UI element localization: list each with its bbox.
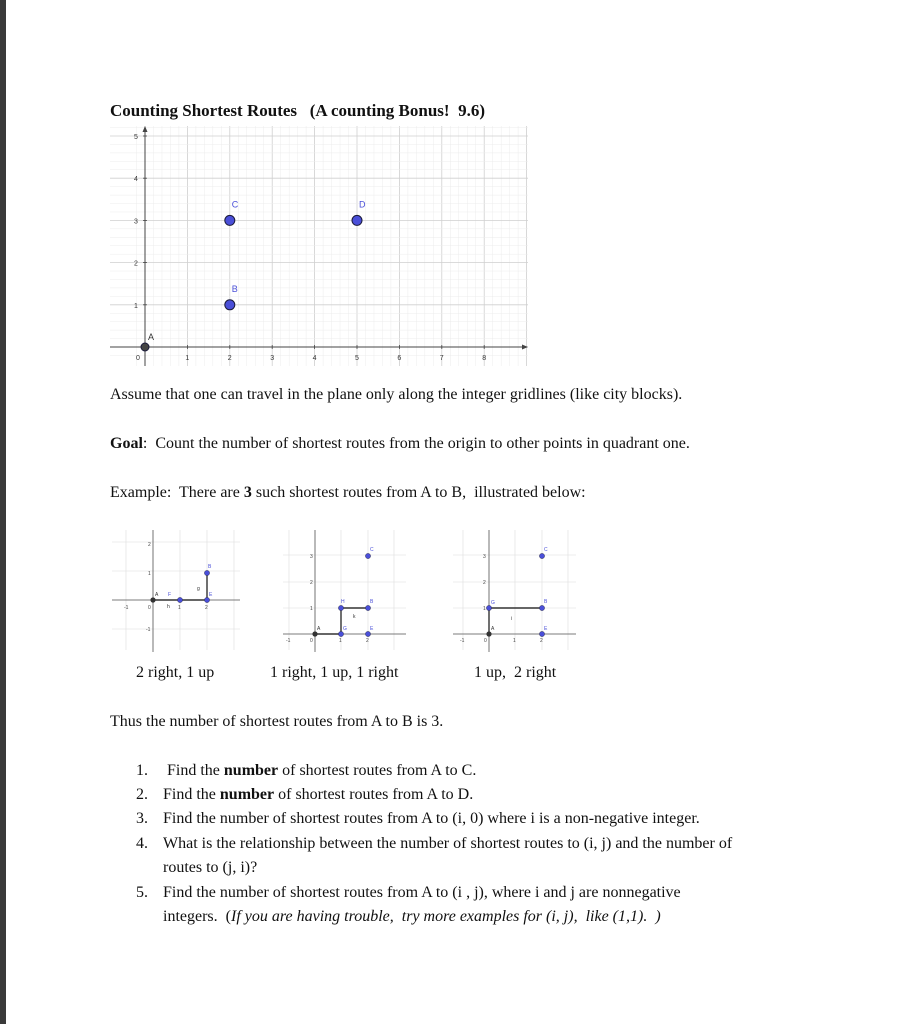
question-2	[136, 786, 473, 804]
main-label-C: C	[231, 199, 239, 210]
mini1-label-A: A	[155, 592, 159, 598]
mini2-label-H: H	[341, 599, 345, 605]
question-2-post: of shortest routes from A to D.	[274, 786, 474, 803]
example-post: such shortest routes from A to B, illustrated below:	[251, 484, 586, 501]
mini3-label-C: C	[544, 547, 548, 553]
main-xtick-2: 2	[227, 355, 232, 362]
question-1-pre: Find the	[163, 762, 224, 779]
mini2-label-E: E	[370, 626, 374, 632]
main-xtick-5: 5	[355, 355, 359, 362]
main-ytick-2: 2	[134, 260, 138, 268]
mini3-label-i: i	[511, 616, 513, 622]
mini1-xtick-0: -1	[124, 605, 129, 611]
mini3-xtick-2: 1	[513, 638, 516, 644]
mini1-label-E: E	[209, 592, 213, 598]
mini3-xtick-0: -1	[460, 638, 465, 644]
main-ytick-1: 1	[134, 302, 138, 310]
mini2-label-A: A	[317, 626, 321, 632]
mini2-xtick-3: 2	[366, 638, 369, 644]
caption-1: 2 right, 1 up	[136, 664, 215, 681]
page-title: Counting Shortest Routes (A counting Bonus! 9.6)	[110, 101, 485, 120]
mini2-label-B: B	[370, 599, 374, 605]
main-xtick-1: 1	[185, 355, 190, 362]
main-ytick-5: 5	[134, 134, 138, 141]
mini1-ytick-1: 1	[148, 571, 151, 577]
mini3-ytick-2: 3	[483, 554, 486, 560]
main-ytick-4: 4	[134, 176, 138, 184]
mini1-label-g: g	[197, 586, 200, 592]
mini3-label-B: B	[544, 599, 548, 605]
mini2-ytick-1: 2	[310, 580, 313, 586]
question-5-hint: If you are having trouble, try more examples for (i, j), like (1,1). )	[230, 908, 661, 925]
mini2-xtick-2: 1	[339, 638, 342, 644]
mini3-label-E: E	[544, 626, 548, 632]
goal-label: Goal	[110, 435, 143, 452]
main-xtick-4: 4	[312, 355, 317, 362]
question-4-number: 4.	[136, 835, 148, 852]
main-points	[141, 199, 366, 351]
mini2-label-k: k	[353, 614, 356, 620]
main-label-D: D	[359, 199, 366, 210]
example-pre: Example: There are	[110, 484, 244, 501]
goal-body: : Count the number of shortest routes from the origin to other points in quadrant one.	[142, 435, 690, 452]
question-4-continued: routes to (j, i)?	[163, 859, 258, 876]
main-label-A: A	[148, 332, 155, 342]
mini3-ytick-0: 1	[483, 606, 486, 612]
question-5-text: Find the number of shortest routes from A to (i , j), where i and j are nonnegative	[163, 884, 681, 901]
mini1-xtick-3: 2	[205, 605, 208, 611]
question-2-number: 2.	[136, 786, 148, 803]
main-xtick-0: 0	[136, 355, 140, 362]
question-5-continued	[163, 908, 661, 926]
main-graph	[110, 126, 530, 374]
mini2-ytick-0: 1	[310, 606, 313, 612]
example-number: 3	[243, 484, 252, 501]
question-1-number: 1.	[136, 762, 148, 779]
goal-text	[110, 435, 690, 453]
mini2-xtick-1: 0	[310, 638, 313, 644]
main-xtick-3: 3	[270, 355, 275, 362]
caption-2: 1 right, 1 up, 1 right	[270, 664, 399, 681]
main-point-B	[225, 300, 235, 310]
mini-graph-2	[283, 530, 408, 655]
question-2-pre: Find the	[163, 786, 220, 803]
question-2-bold: number	[219, 786, 275, 803]
mini-graph-1	[112, 530, 242, 655]
example-text	[110, 484, 586, 502]
main-ytick-3: 3	[134, 218, 138, 226]
main-xtick-8: 8	[482, 355, 487, 362]
main-grid	[110, 126, 528, 366]
mini3-xtick-3: 2	[540, 638, 543, 644]
mini1-label-h: h	[167, 604, 170, 610]
mini2-label-C: C	[370, 547, 374, 553]
main-point-A	[141, 343, 149, 351]
main-label-B: B	[231, 283, 238, 294]
main-point-C	[225, 215, 235, 225]
question-4	[136, 835, 732, 853]
thus-text: Thus the number of shortest routes from A to B is 3.	[110, 713, 444, 730]
question-1-post: of shortest routes from A to C.	[278, 762, 477, 779]
mini1-xtick-2: 1	[178, 605, 181, 611]
question-5-number: 5.	[136, 884, 148, 901]
mini1-ytick-2: 2	[148, 542, 151, 548]
main-xtick-7: 7	[439, 355, 444, 362]
question-5-cont-pre: integers. (	[163, 908, 231, 925]
question-3	[136, 810, 700, 828]
mini1-ytick-0: -1	[146, 627, 151, 633]
window-edge	[0, 0, 6, 1024]
mini2-ytick-2: 3	[310, 554, 313, 560]
assume-text: Assume that one can travel in the plane only along the integer gridlines (like city blocks).	[110, 386, 683, 403]
question-3-text: Find the number of shortest routes from A to (i, 0) where i is a non-negative integer.	[163, 810, 700, 827]
mini3-label-A: A	[491, 626, 495, 632]
main-xtick-6: 6	[397, 355, 402, 362]
mini3-ytick-1: 2	[483, 580, 486, 586]
caption-3: 1 up, 2 right	[474, 664, 557, 681]
mini1-label-F: F	[168, 592, 172, 598]
mini-graph-3	[453, 530, 578, 655]
mini2-label-G: G	[343, 626, 347, 632]
mini3-label-G: G	[491, 600, 495, 606]
mini3-xtick-1: 0	[484, 638, 487, 644]
mini1-label-B: B	[208, 564, 212, 570]
question-3-number: 3.	[136, 810, 148, 827]
question-1-bold: number	[223, 762, 279, 779]
main-point-D	[352, 215, 362, 225]
mini2-xtick-0: -1	[286, 638, 291, 644]
question-1	[136, 762, 476, 780]
mini1-xtick-1: 0	[148, 605, 151, 611]
question-4-text: What is the relationship between the number of shortest routes to (i, j) and the number of	[163, 835, 733, 852]
question-5	[136, 884, 681, 902]
